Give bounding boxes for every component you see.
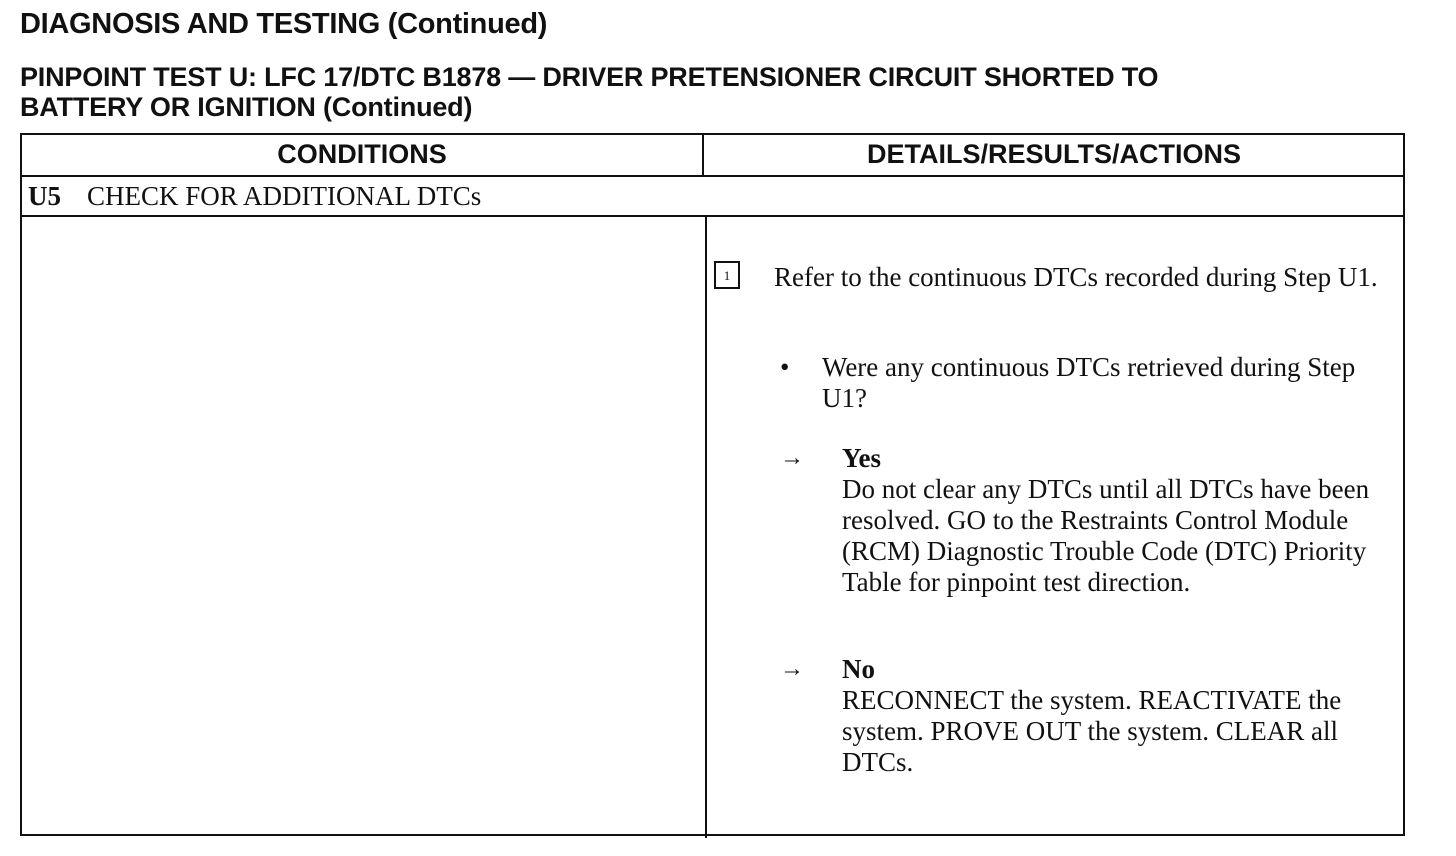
step-question: Were any continuous DTCs retrieved during Step U1? bbox=[822, 352, 1356, 413]
pinpoint-test-table bbox=[20, 133, 1405, 836]
section-title: DIAGNOSIS AND TESTING (Continued) bbox=[20, 8, 548, 40]
yes-result bbox=[842, 443, 1382, 598]
no-action-text: RECONNECT the system. REACTIVATE the system. PROVE OUT the system. CLEAR all DTCs. bbox=[842, 685, 1342, 777]
test-title-line-1: PINPOINT TEST U: LFC 17/DTC B1878 — DRIVER PRETENSIONER CIRCUIT SHORTED TO bbox=[20, 62, 1159, 92]
pinpoint-test-title bbox=[20, 62, 1158, 122]
yes-action-text: Do not clear any DTCs until all DTCs have been resolved. GO to the Restraints Control Module (RCM) Diagnostic Trouble Code (DTC) Priority Table for pinpoint test direction. bbox=[842, 474, 1370, 597]
yes-arrow-icon: → bbox=[780, 445, 804, 471]
step-number-box: 1 bbox=[714, 261, 740, 289]
step-instruction: Refer to the continuous DTCs recorded during Step U1. bbox=[774, 262, 1378, 292]
step-title: CHECK FOR ADDITIONAL DTCs bbox=[87, 181, 482, 211]
yes-label: Yes bbox=[842, 443, 881, 473]
no-label: No bbox=[842, 654, 875, 684]
column-header-details: DETAILS/RESULTS/ACTIONS bbox=[866, 139, 1241, 169]
step-id: U5 bbox=[28, 181, 61, 211]
step-row-divider bbox=[22, 215, 1403, 217]
body-column-divider bbox=[705, 215, 707, 838]
test-title-line-2: BATTERY OR IGNITION (Continued) bbox=[20, 92, 473, 122]
header-row-divider bbox=[22, 175, 1403, 177]
column-header-conditions: CONDITIONS bbox=[277, 139, 447, 169]
no-result bbox=[842, 654, 1382, 778]
bullet-icon: • bbox=[780, 352, 790, 382]
step-row bbox=[28, 181, 481, 212]
no-arrow-icon: → bbox=[780, 656, 804, 682]
